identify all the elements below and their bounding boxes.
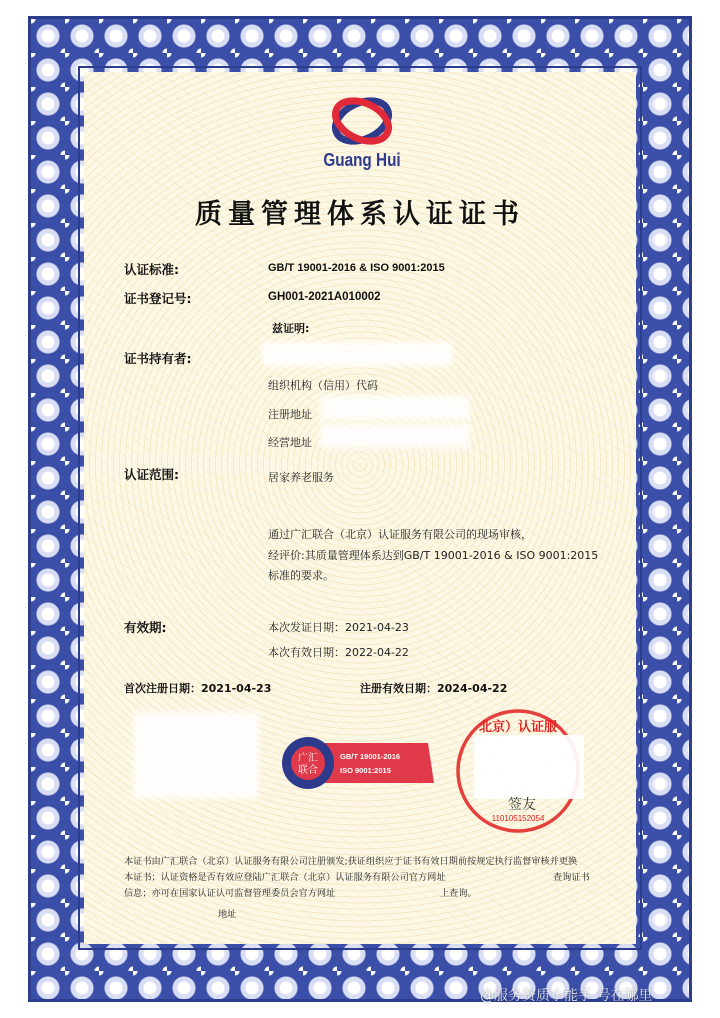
redacted-op-address bbox=[320, 424, 470, 448]
scope-value: 居家养老服务 bbox=[268, 471, 334, 484]
badge-line2: 联合 bbox=[298, 765, 318, 776]
validity-label: 有效期: bbox=[124, 620, 167, 635]
redacted-address bbox=[320, 396, 470, 420]
holder-label: 证书持有者: bbox=[124, 351, 192, 366]
registration-value: GH001-2021A010002 bbox=[268, 291, 381, 303]
stamp-signature: 签友 bbox=[508, 797, 536, 813]
standard-value: GB/T 19001-2016 & ISO 9001:2015 bbox=[268, 262, 445, 274]
issue-date: 本次发证日期：2021-04-23 bbox=[268, 621, 409, 634]
registration-expiry-date: 注册有效日期：2024-04-22 bbox=[360, 682, 508, 695]
badge-line1: 广汇 bbox=[298, 753, 318, 764]
standard-label: 认证标准: bbox=[124, 262, 179, 277]
scope-label: 认证范围: bbox=[124, 467, 179, 482]
badge-std1: GB/T 19001-2016 bbox=[340, 752, 401, 761]
stamp-number: 110105152054 bbox=[491, 814, 545, 823]
footer-line-4: 地址 bbox=[218, 909, 237, 920]
org-code-label: 组织机构（信用）代码 bbox=[268, 379, 378, 392]
operating-address-label: 经营地址 bbox=[268, 436, 312, 449]
registration-label: 证书登记号: bbox=[124, 291, 192, 306]
badge-std2: ISO 9001:2015 bbox=[340, 766, 391, 775]
footer-line-1: 本证书由广汇联合（北京）认证服务有限公司注册颁发;获证组织应于证书有效日期前按规定执行监督审核并更换 bbox=[124, 856, 578, 867]
footer-line-3a: 信息；亦可在国家认证认可监督管理委员会官方网址 bbox=[124, 888, 336, 899]
statement-line-3: 标准的要求。 bbox=[268, 569, 334, 582]
certification-badge bbox=[278, 735, 434, 791]
footer-line-2a: 本证书；认证资格是否有效应登陆广汇联合（北京）认证服务有限公司官方网址 bbox=[124, 872, 446, 883]
redacted-signature bbox=[134, 712, 258, 798]
guang-hui-logo-icon bbox=[326, 93, 398, 149]
company-seal-stamp bbox=[452, 705, 584, 837]
redacted-holder-name bbox=[262, 342, 452, 366]
expiry-date: 本次有效日期：2022-04-22 bbox=[268, 646, 409, 659]
certificate-title: 质量管理体系认证证书 bbox=[195, 199, 525, 230]
watermark-text: @服务资质小能手 号在哪里 bbox=[480, 988, 653, 1004]
statement-line-1: 通过广汇联合（北京）认证服务有限公司的现场审核， bbox=[268, 528, 532, 541]
stamp-top-text: 北京）认证服 bbox=[478, 720, 558, 735]
registered-address-label: 注册地址 bbox=[268, 408, 312, 421]
first-registration-date: 首次注册日期：2021-04-23 bbox=[124, 682, 272, 695]
statement-line-2: 经评价:其质量管理体系达到GB/T 19001-2016 & ISO 9001:2015 bbox=[268, 549, 599, 562]
footer-line-2b: 查询证书 bbox=[553, 872, 590, 883]
brand-name: Guang Hui bbox=[323, 150, 401, 170]
hereby-label: 兹证明: bbox=[272, 322, 310, 335]
footer-line-3b: 上查询。 bbox=[440, 888, 477, 899]
